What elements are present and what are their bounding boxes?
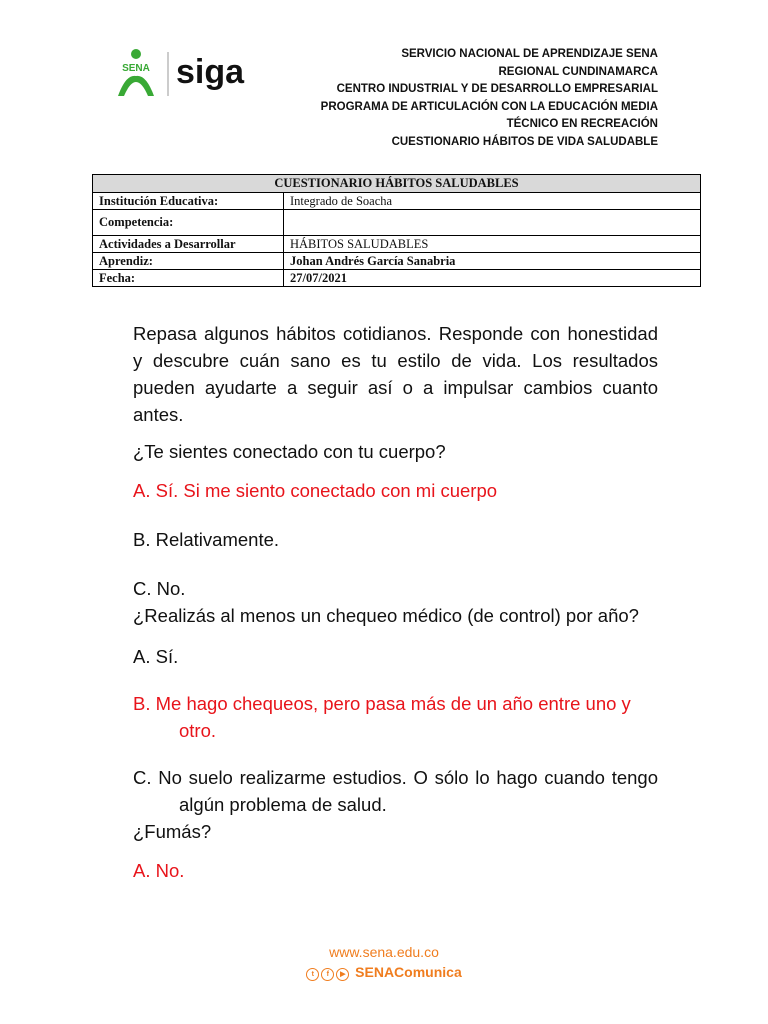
question-3: ¿Fumás?	[133, 821, 212, 842]
table-value: Johan Andrés García Sanabria	[284, 253, 701, 270]
twitter-icon: t	[306, 968, 319, 981]
table-row	[93, 253, 701, 270]
header-line: TÉCNICO EN RECREACIÓN	[506, 118, 658, 131]
header-line: CUESTIONARIO HÁBITOS DE VIDA SALUDABLE	[391, 135, 658, 148]
header-line: CENTRO INDUSTRIAL Y DE DESARROLLO EMPRESARIAL	[336, 83, 658, 96]
answer-2b: B. Me hago chequeos, pero pasa más de un año entre uno y otro.	[133, 693, 631, 741]
sena-logo-text: SENA	[122, 63, 150, 74]
table-value: HÁBITOS SALUDABLES	[284, 236, 701, 253]
questionnaire-body	[133, 320, 658, 884]
table-row	[93, 193, 701, 210]
answer-2c: C. No suelo realizarme estudios. O sólo lo hago cuando tengo algún problema de salud.	[133, 767, 658, 815]
header-line: PROGRAMA DE ARTICULACIÓN CON LA EDUCACIÓN MEDIA	[320, 100, 658, 113]
facebook-icon: f	[321, 968, 334, 981]
footer-social	[0, 964, 768, 981]
table-value: 27/07/2021	[284, 270, 701, 287]
social-handle: SENAComunica	[355, 964, 462, 980]
answer-1b: B. Relativamente.	[133, 529, 280, 550]
header-line: REGIONAL CUNDINAMARCA	[498, 65, 658, 78]
table-label: Actividades a Desarrollar	[93, 236, 284, 253]
table-label: Competencia:	[93, 210, 284, 236]
table-title: CUESTIONARIO HÁBITOS SALUDABLES	[93, 175, 701, 193]
table-row	[93, 270, 701, 287]
table-value	[284, 210, 701, 236]
table-row	[93, 236, 701, 253]
institution-header	[238, 46, 658, 152]
table-label: Aprendiz:	[93, 253, 284, 270]
table-value: Integrado de Soacha	[284, 193, 701, 210]
footer-website: www.sena.edu.co	[329, 944, 439, 960]
youtube-icon: ▶	[336, 968, 349, 981]
siga-logo-text: siga	[176, 53, 245, 91]
answer-3a: A. No.	[133, 860, 185, 881]
header-line: SERVICIO NACIONAL DE APRENDIZAJE SENA	[401, 48, 658, 60]
table-row	[93, 210, 701, 236]
table-label: Institución Educativa:	[93, 193, 284, 210]
question-2: ¿Realizás al menos un chequeo médico (de control) por año?	[133, 605, 639, 626]
question-1: ¿Te sientes conectado con tu cuerpo?	[133, 441, 446, 462]
answer-2a: A. Sí.	[133, 646, 179, 667]
answer-1c: C. No.	[133, 578, 186, 599]
table-label: Fecha:	[93, 270, 284, 287]
answer-1a: A. Sí. Si me siento conectado con mi cuerpo	[133, 480, 498, 501]
intro-paragraph: Repasa algunos hábitos cotidianos. Responde con honestidad y descubre cuán sano es tu estilo de vida. Los resultados pueden ayudarte a seguir así o a impulsar cambios cuanto antes.	[133, 323, 658, 425]
questionnaire-info-table	[92, 174, 701, 287]
